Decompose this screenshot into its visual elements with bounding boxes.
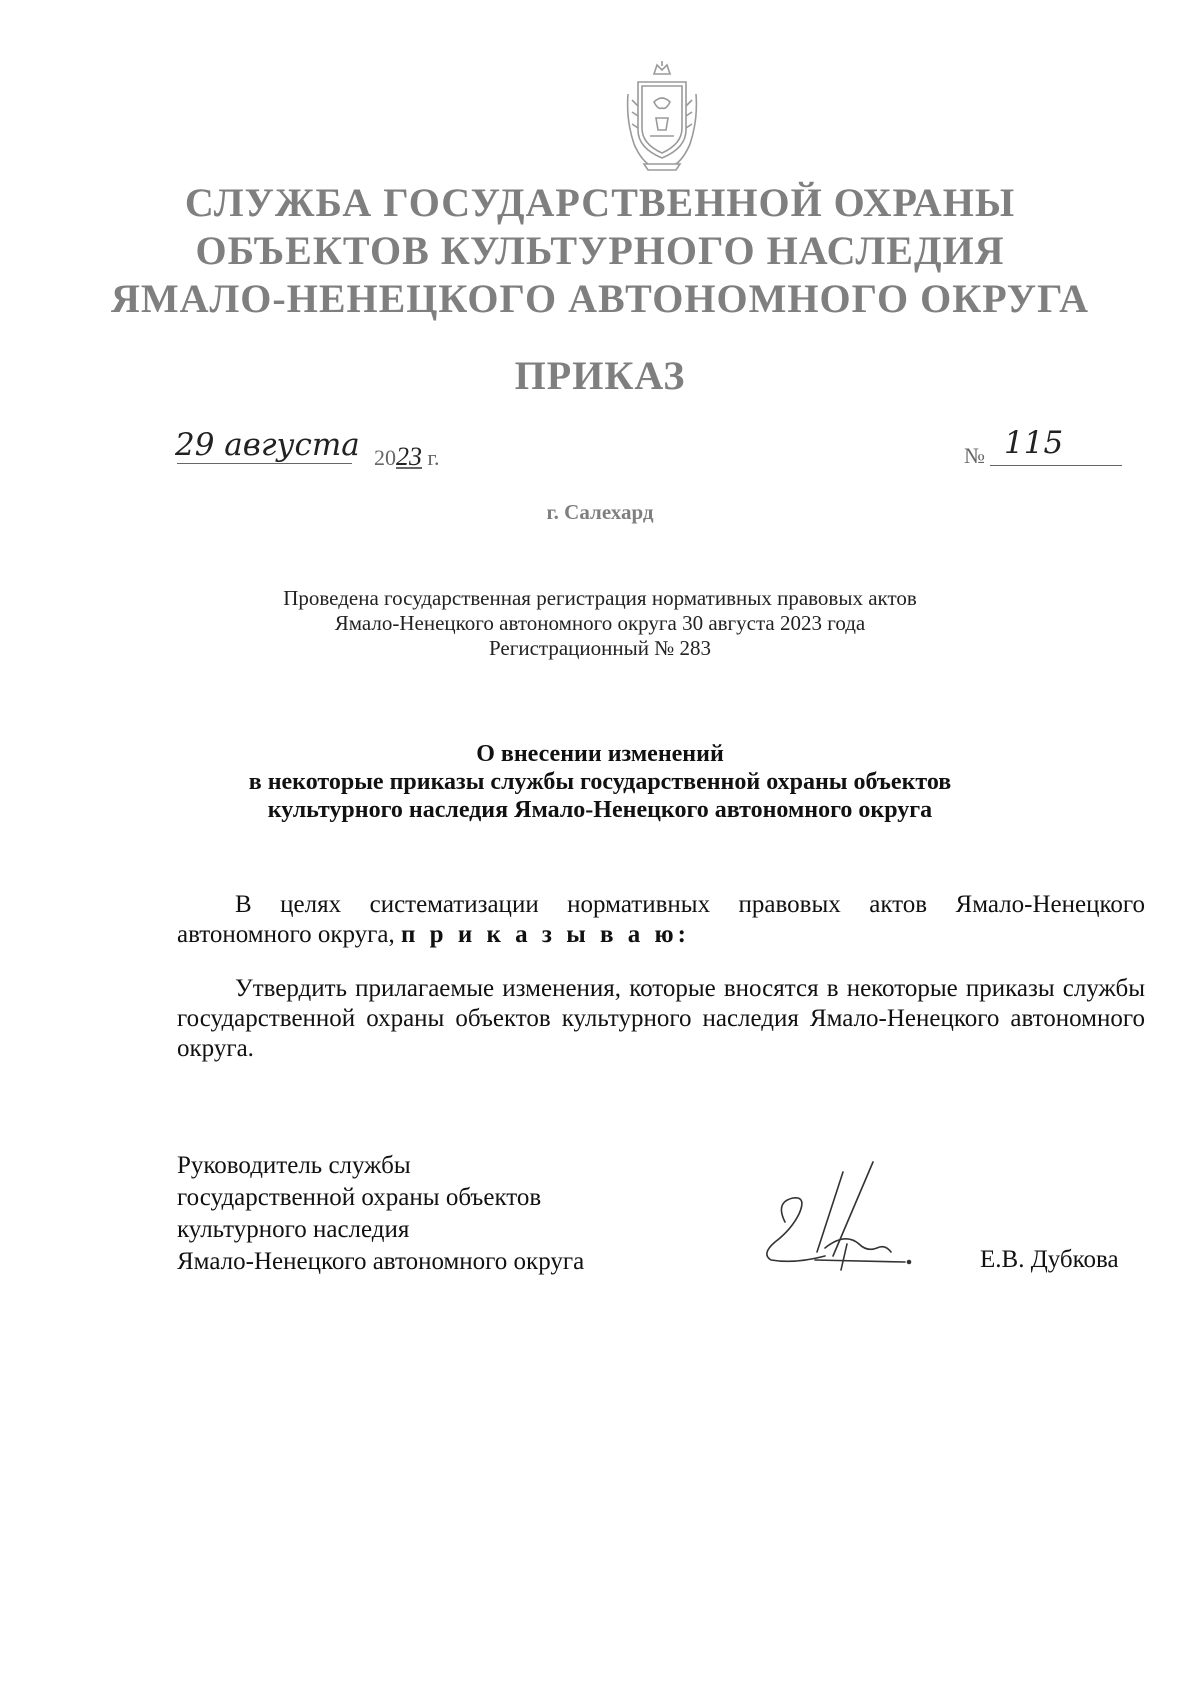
registration-line-3: Регистрационный № 283 <box>489 636 711 660</box>
signatory-title-line-1: Руководитель службы <box>177 1152 411 1179</box>
subject-line-3: культурного наследия Ямало-Ненецкого автономного округа <box>267 797 933 823</box>
signatory-title-line-2: государственной охраны объектов <box>177 1184 542 1211</box>
document-type-title: ПРИКАЗ <box>514 353 686 398</box>
org-name-line-2: ОБЪЕКТОВ КУЛЬТУРНОГО НАСЛЕДИЯ <box>195 228 1005 273</box>
handwritten-signature <box>755 1152 925 1282</box>
body-paragraph-2: Утвердить прилагаемые изменения, которые вносятся в некоторые приказы службы государственной охраны объектов культурного наследия Ямало-Ненецкого автономного округа. <box>177 975 1145 1062</box>
year-prefix: 20 <box>374 445 396 470</box>
signer-name: Е.В. Дубкова <box>980 1246 1119 1273</box>
subject-line-1: О внесении изменений <box>476 741 724 767</box>
year-abbrev: г. <box>427 445 440 470</box>
order-subject <box>0 740 1200 824</box>
coat-of-arms-emblem <box>624 60 700 172</box>
org-name-line-3: ЯМАЛО-НЕНЕЦКОГО АВТОНОМНОГО ОКРУГА <box>110 276 1090 321</box>
signatory-title <box>177 1150 584 1278</box>
org-name-line-1: СЛУЖБА ГОСУДАРСТВЕННОЙ ОХРАНЫ <box>184 180 1016 225</box>
year-suffix-handwritten: 23 <box>396 442 422 471</box>
signatory-title-line-3: культурного наследия <box>177 1216 410 1243</box>
subject-line-2: в некоторые приказы службы государственной охраны объектов <box>248 769 952 795</box>
signatory-title-line-4: Ямало-Ненецкого автономного округа <box>177 1248 585 1275</box>
body-paragraph-1 <box>177 890 1145 950</box>
registration-line-1: Проведена государственная регистрация нормативных правовых актов <box>283 586 917 610</box>
handwritten-date: 29 августа <box>175 427 360 463</box>
year-field <box>374 444 440 470</box>
registration-notice <box>0 586 1200 661</box>
handwritten-number: 115 <box>1004 425 1064 461</box>
order-keyword: п р и к а з ы в а ю: <box>401 921 690 948</box>
registration-line-2: Ямало-Ненецкого автономного округа 30 августа 2023 года <box>334 611 866 635</box>
city-line: г. Салехард <box>546 500 654 524</box>
paragraph-1-text: В целях систематизации нормативных правовых актов Ямало-Ненецкого автономного округа, <box>177 891 1145 948</box>
number-label: № <box>964 443 985 468</box>
